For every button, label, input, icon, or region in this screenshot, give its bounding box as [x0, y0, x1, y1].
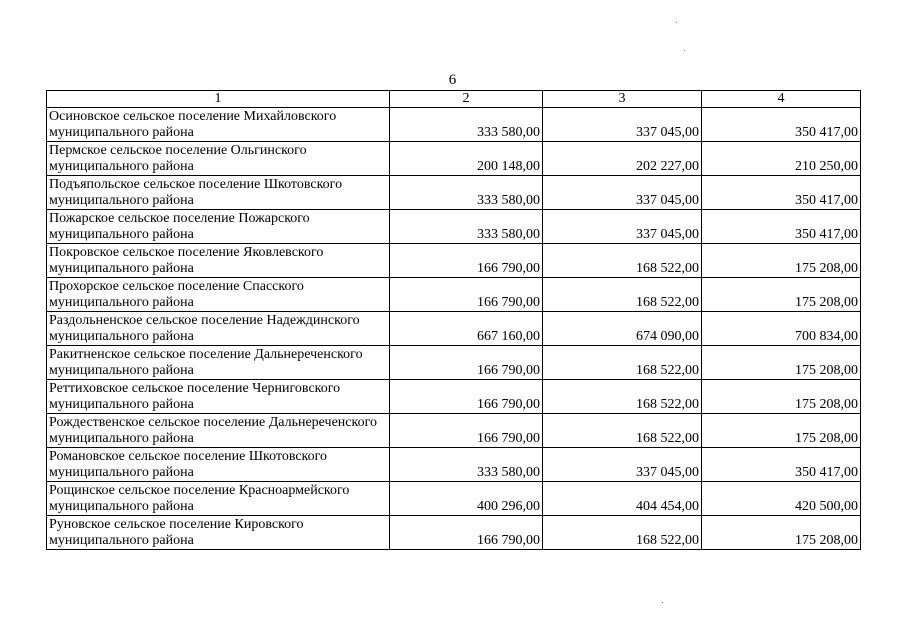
table-row: [47, 414, 861, 448]
value-col3-cell: 404 454,00: [543, 482, 702, 516]
value-col2-cell: 400 296,00: [390, 482, 543, 516]
value-col4-cell: 175 208,00: [702, 516, 861, 550]
value-col4-cell: 350 417,00: [702, 448, 861, 482]
settlement-name-cell: Рощинское сельское поселение Красноармейского муниципального района: [47, 482, 390, 516]
column-header-4: 4: [702, 91, 861, 108]
settlement-name-cell: Рождественское сельское поселение Дальнереченского муниципального района: [47, 414, 390, 448]
value-col2-cell: 166 790,00: [390, 380, 543, 414]
settlement-name-cell: Подъяпольское сельское поселение Шкотовского муниципального района: [47, 176, 390, 210]
value-col2-cell: 333 580,00: [390, 176, 543, 210]
scan-speck: [684, 50, 685, 51]
value-col2-cell: 667 160,00: [390, 312, 543, 346]
value-col4-cell: 350 417,00: [702, 210, 861, 244]
scan-speck: [676, 22, 677, 23]
scan-speck: [662, 602, 663, 603]
table-header-row: [47, 91, 861, 108]
settlement-name-cell: Осиновское сельское поселение Михайловского муниципального района: [47, 108, 390, 142]
column-header-3: 3: [543, 91, 702, 108]
value-col4-cell: 175 208,00: [702, 414, 861, 448]
page-number: 6: [448, 72, 457, 88]
value-col2-cell: 333 580,00: [390, 108, 543, 142]
settlement-name-cell: Пожарское сельское поселение Пожарского муниципального района: [47, 210, 390, 244]
settlement-name-cell: Пермское сельское поселение Ольгинского муниципального района: [47, 142, 390, 176]
value-col3-cell: 337 045,00: [543, 448, 702, 482]
table-row: [47, 448, 861, 482]
column-header-1: 1: [47, 91, 390, 108]
table-row: [47, 516, 861, 550]
value-col3-cell: 674 090,00: [543, 312, 702, 346]
value-col4-cell: 175 208,00: [702, 346, 861, 380]
value-col4-cell: 350 417,00: [702, 108, 861, 142]
value-col3-cell: 202 227,00: [543, 142, 702, 176]
value-col3-cell: 168 522,00: [543, 278, 702, 312]
settlement-name-cell: Романовское сельское поселение Шкотовского муниципального района: [47, 448, 390, 482]
value-col4-cell: 175 208,00: [702, 380, 861, 414]
table-row: [47, 176, 861, 210]
table-row: [47, 244, 861, 278]
value-col2-cell: 166 790,00: [390, 516, 543, 550]
value-col3-cell: 337 045,00: [543, 210, 702, 244]
settlement-name-cell: Раздольненское сельское поселение Надеждинского муниципального района: [47, 312, 390, 346]
table-row: [47, 380, 861, 414]
settlement-name-cell: Ракитненское сельское поселение Дальнереченского муниципального района: [47, 346, 390, 380]
table-row: [47, 108, 861, 142]
column-header-2: 2: [390, 91, 543, 108]
value-col3-cell: 168 522,00: [543, 414, 702, 448]
value-col2-cell: 166 790,00: [390, 244, 543, 278]
value-col3-cell: 168 522,00: [543, 244, 702, 278]
settlement-name-cell: Прохорское сельское поселение Спасского муниципального района: [47, 278, 390, 312]
table-row: [47, 142, 861, 176]
value-col2-cell: 333 580,00: [390, 210, 543, 244]
value-col3-cell: 337 045,00: [543, 108, 702, 142]
value-col2-cell: 166 790,00: [390, 346, 543, 380]
settlement-name-cell: Покровское сельское поселение Яковлевского муниципального района: [47, 244, 390, 278]
value-col2-cell: 333 580,00: [390, 448, 543, 482]
table-row: [47, 210, 861, 244]
value-col2-cell: 166 790,00: [390, 414, 543, 448]
table-row: [47, 312, 861, 346]
value-col3-cell: 337 045,00: [543, 176, 702, 210]
settlement-name-cell: Реттиховское сельское поселение Черниговского муниципального района: [47, 380, 390, 414]
value-col4-cell: 420 500,00: [702, 482, 861, 516]
value-col3-cell: 168 522,00: [543, 380, 702, 414]
table-row: [47, 482, 861, 516]
value-col4-cell: 210 250,00: [702, 142, 861, 176]
value-col4-cell: 175 208,00: [702, 278, 861, 312]
value-col2-cell: 166 790,00: [390, 278, 543, 312]
value-col3-cell: 168 522,00: [543, 516, 702, 550]
value-col2-cell: 200 148,00: [390, 142, 543, 176]
budget-allocation-table: [46, 90, 861, 550]
value-col3-cell: 168 522,00: [543, 346, 702, 380]
value-col4-cell: 350 417,00: [702, 176, 861, 210]
table-row: [47, 346, 861, 380]
table-row: [47, 278, 861, 312]
settlement-name-cell: Руновское сельское поселение Кировского муниципального района: [47, 516, 390, 550]
value-col4-cell: 700 834,00: [702, 312, 861, 346]
value-col4-cell: 175 208,00: [702, 244, 861, 278]
